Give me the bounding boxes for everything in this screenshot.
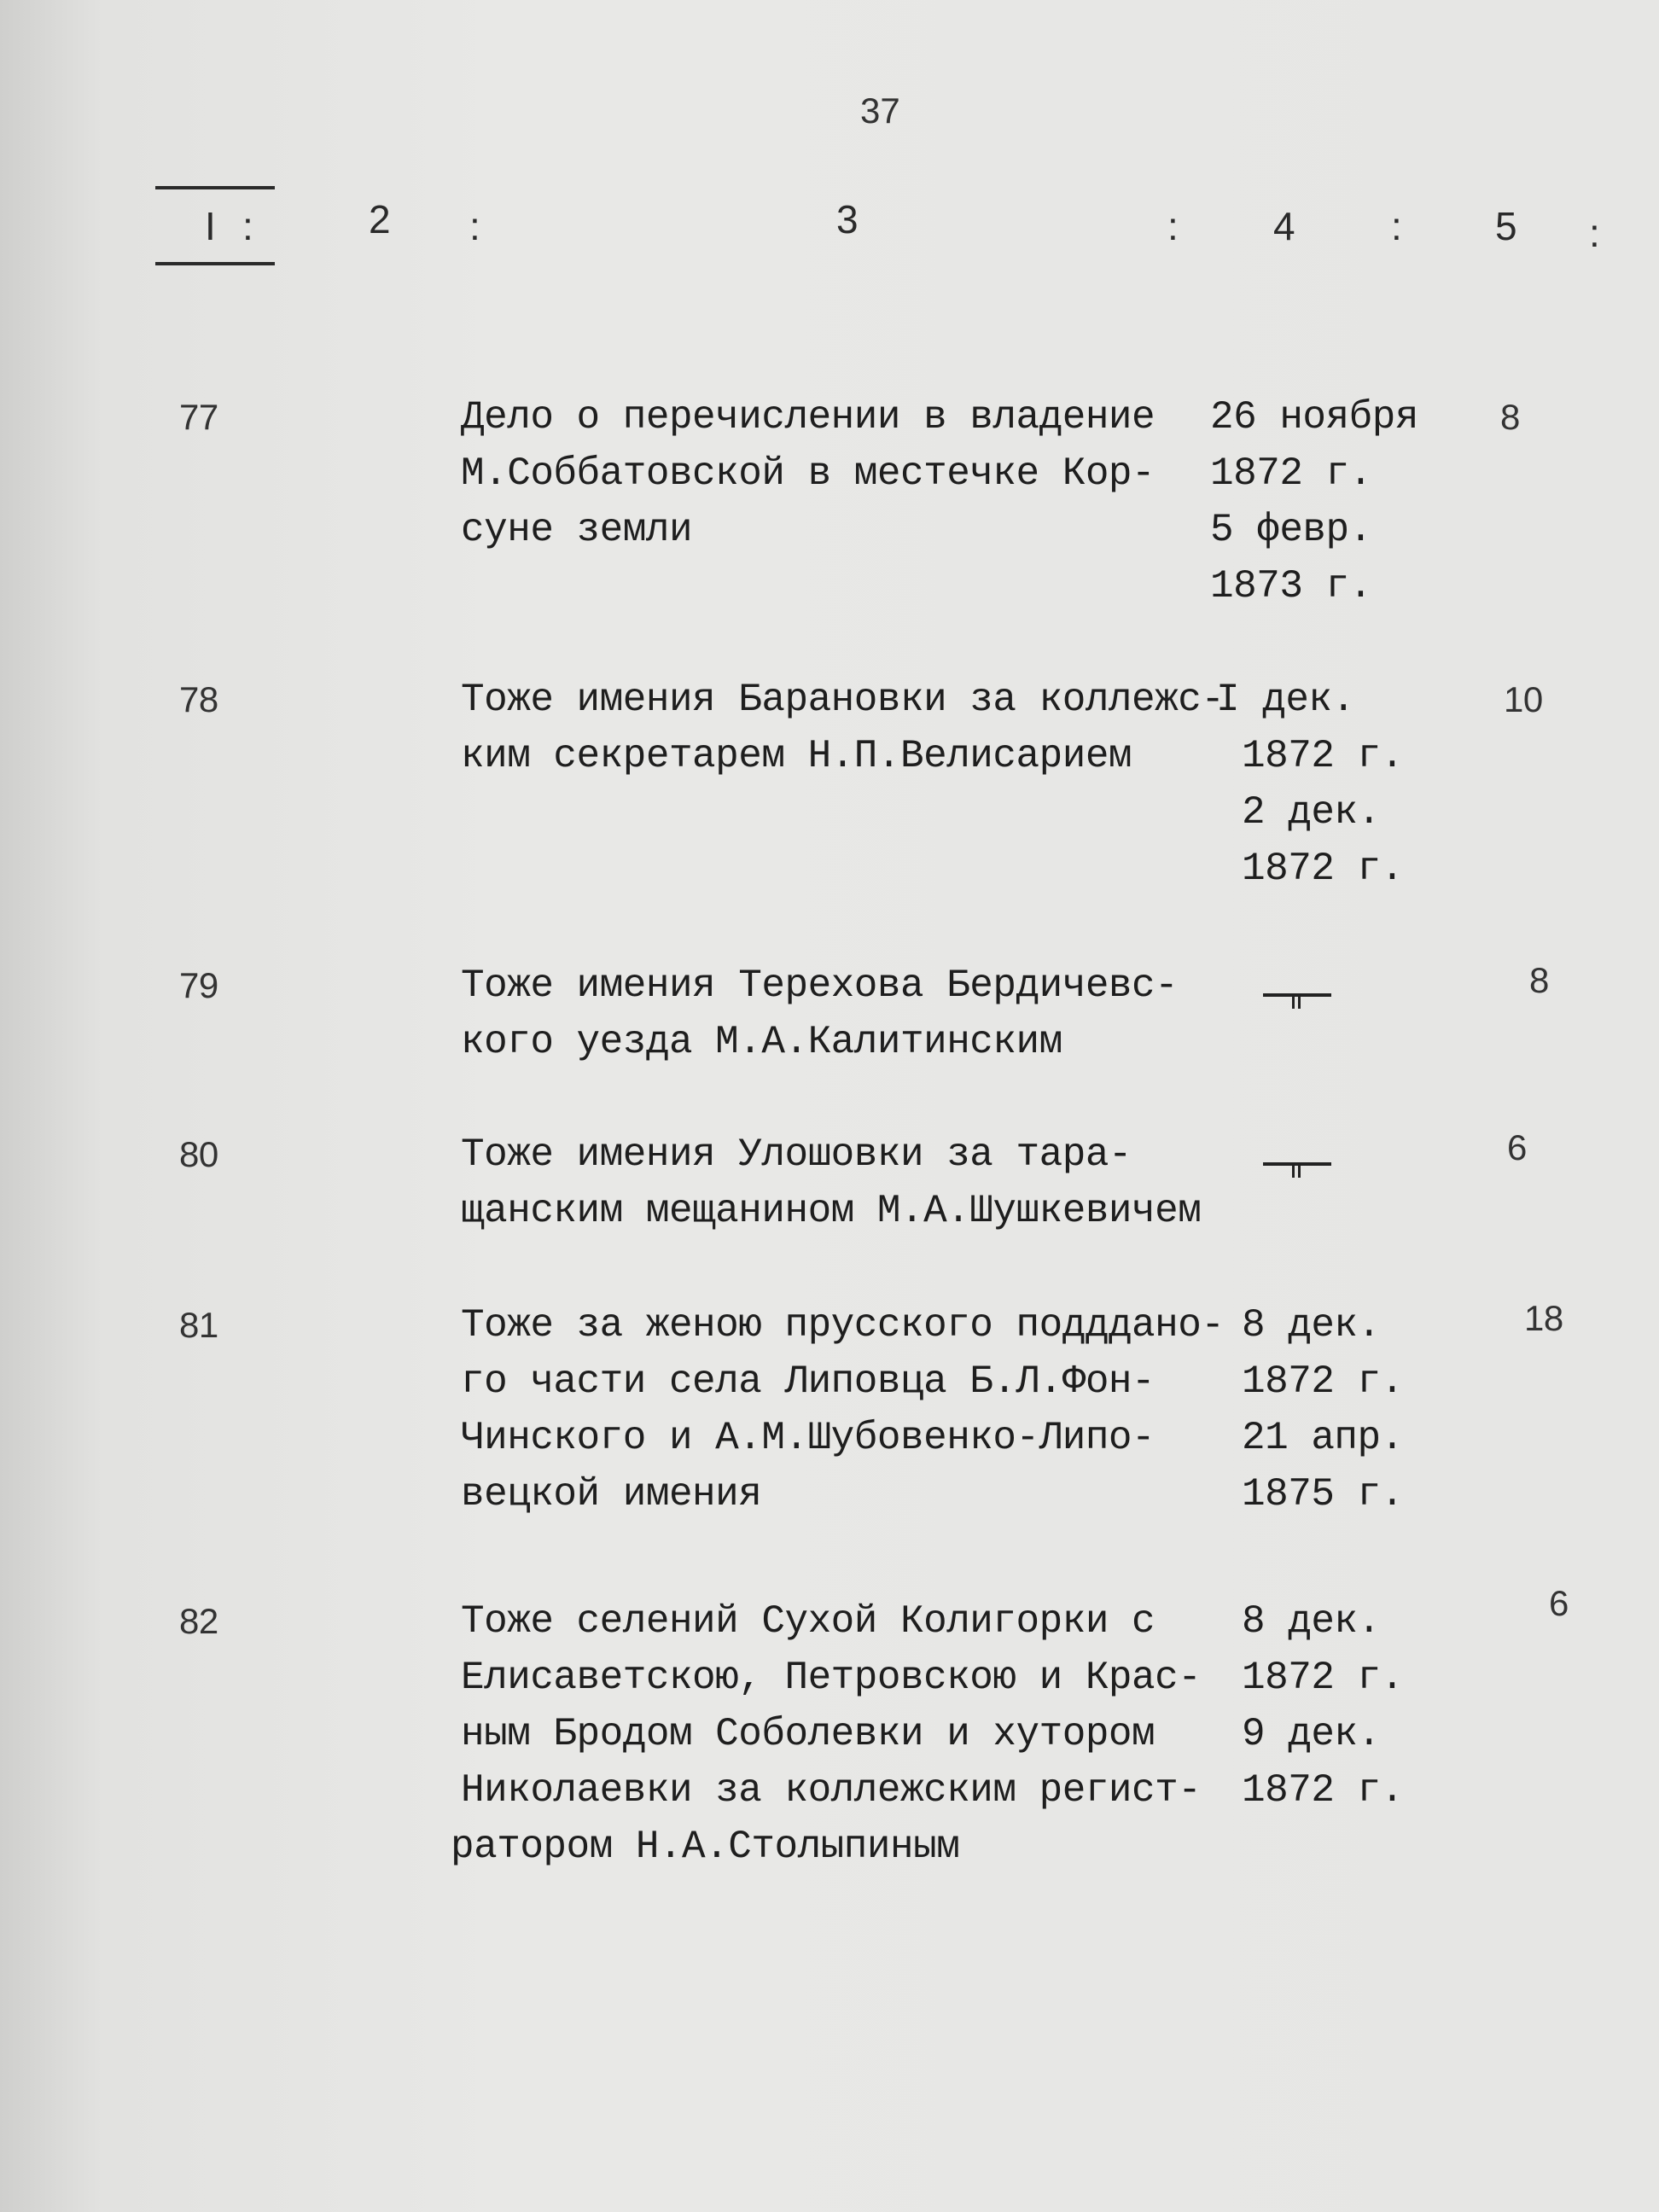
entry-title-line: Дело о перечислении в владение — [461, 395, 1155, 439]
column-separator: : — [1391, 204, 1402, 248]
column-header-2: 2 — [369, 197, 391, 242]
entry-title-line: ким секретарем Н.П.Велисарием — [461, 734, 1132, 778]
page-number: 37 — [860, 90, 900, 131]
column-separator: : — [1167, 204, 1179, 248]
entry-date: 1872 г. — [1210, 451, 1372, 496]
entry-date: 1872 г. — [1242, 734, 1404, 778]
entry-date: 1872 г. — [1242, 1359, 1404, 1404]
entry-title-line: Тоже имения Барановки за коллежс- — [461, 678, 1225, 722]
entry-title-line: Тоже имения Терехова Бердичевс- — [461, 963, 1179, 1008]
entry-date: 9 дек. — [1242, 1712, 1381, 1756]
entry-sheet-count: 6 — [1549, 1583, 1569, 1623]
entry-title-line: ным Бродом Соболевки и хутором — [461, 1712, 1155, 1756]
entry-date: 21 апр. — [1242, 1416, 1404, 1460]
entry-title-line: Чинского и А.М.Шубовенко-Липо- — [461, 1416, 1155, 1460]
entry-date: 1872 г. — [1242, 1768, 1404, 1813]
entry-sheet-count: 8 — [1500, 397, 1520, 437]
entry-title-line: Николаевки за коллежским регист- — [461, 1768, 1202, 1813]
entry-sheet-count: 18 — [1524, 1298, 1563, 1338]
entry-number: 82 — [179, 1601, 218, 1641]
entry-title-line: вецкой имения — [461, 1472, 762, 1516]
entry-title-line: Тоже имения Улошовки за тара- — [461, 1132, 1132, 1177]
column-separator: : — [242, 204, 253, 248]
entry-title-line: М.Соббатовской в местечке Кор- — [461, 451, 1155, 496]
column-header-4: 4 — [1273, 204, 1295, 248]
ditto-mark — [1263, 1162, 1331, 1171]
entry-date: 1873 г. — [1210, 564, 1372, 608]
column-separator: : — [469, 204, 480, 248]
entry-title-line: Тоже за женою прусского подддано- — [461, 1303, 1225, 1348]
entry-date: 1872 г. — [1242, 847, 1404, 891]
column-header-3: 3 — [836, 197, 859, 242]
column-separator: : — [1589, 211, 1600, 255]
entry-date: 1875 г. — [1242, 1472, 1404, 1516]
entry-title-line: Тоже селений Сухой Колигорки с — [461, 1599, 1155, 1644]
entry-title-line: ратором Н.А.Столыпиным — [451, 1825, 960, 1869]
entry-sheet-count: 8 — [1529, 960, 1549, 1000]
entry-date: 26 ноября — [1210, 395, 1418, 439]
entry-number: 81 — [179, 1305, 218, 1345]
entry-date: 8 дек. — [1242, 1599, 1381, 1644]
entry-date: 2 дек. — [1242, 790, 1381, 835]
entry-number: 79 — [179, 965, 218, 1005]
entry-title-line: суне земли — [461, 508, 693, 552]
entry-sheet-count: 6 — [1507, 1127, 1527, 1167]
entry-title-line: го части села Липовца Б.Л.Фон- — [461, 1359, 1155, 1404]
entry-number: 78 — [179, 679, 218, 719]
entry-sheet-count: 10 — [1504, 679, 1543, 719]
column-header-1: I — [205, 204, 216, 248]
entry-date: 1872 г. — [1242, 1656, 1404, 1700]
entry-number: 80 — [179, 1134, 218, 1174]
entry-date: I дек. — [1216, 678, 1355, 722]
header-rule-bottom — [155, 262, 275, 265]
column-header-5: 5 — [1495, 204, 1517, 248]
entry-number: 77 — [179, 397, 218, 437]
entry-title-line: Елисаветскою, Петровскою и Крас- — [461, 1656, 1202, 1700]
entry-title-line: кого уезда М.А.Калитинским — [461, 1020, 1062, 1064]
header-rule-top — [155, 186, 275, 189]
entry-date: 8 дек. — [1242, 1303, 1381, 1348]
entry-title-line: щанским мещанином М.А.Шушкевичем — [461, 1189, 1202, 1233]
entry-date: 5 февр. — [1210, 508, 1372, 552]
ditto-mark — [1263, 993, 1331, 1002]
